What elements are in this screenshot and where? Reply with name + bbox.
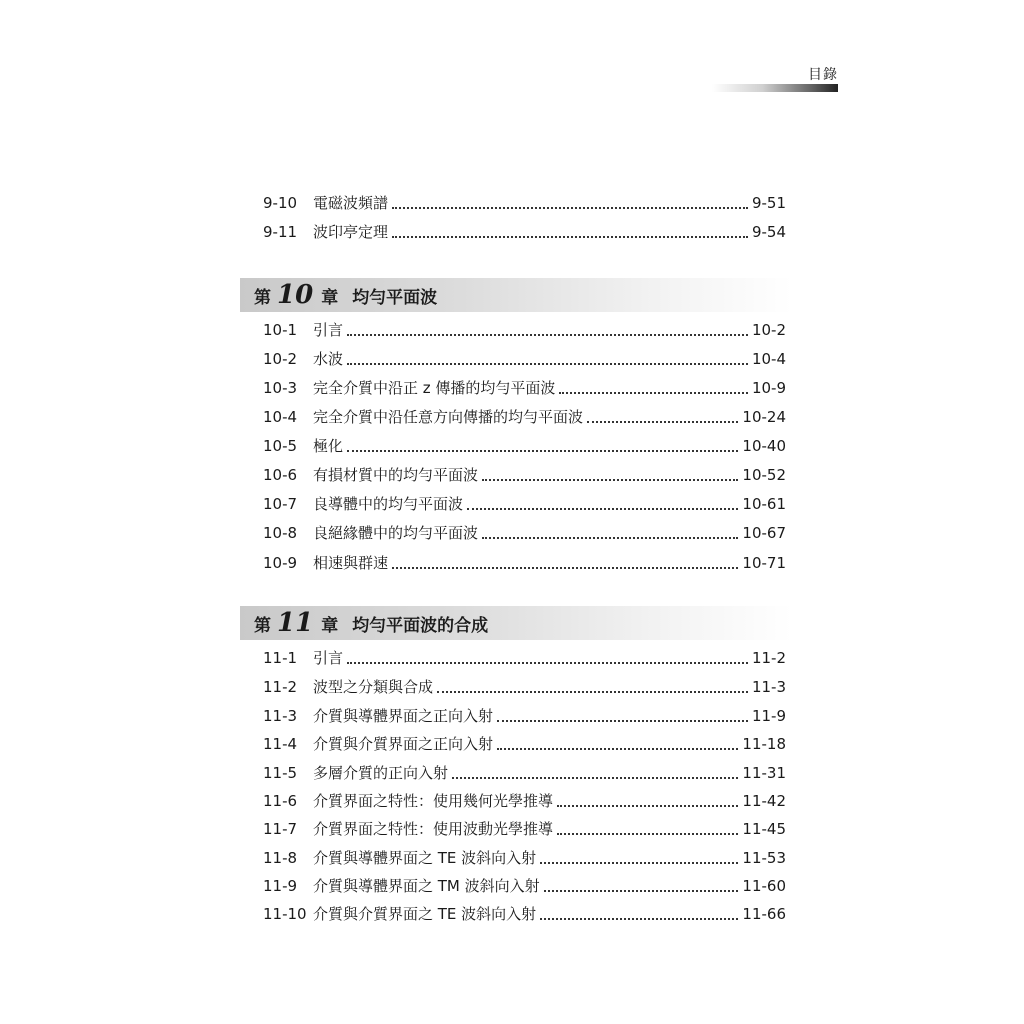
leader-dots (437, 691, 748, 693)
page-number: 10-24 (742, 408, 786, 426)
section-number: 11-3 (263, 707, 298, 725)
leader-dots (392, 236, 748, 238)
section-title: 有損材質中的均勻平面波 (313, 466, 479, 484)
section-title: 介質與導體界面之 TM 波斜向入射 (313, 877, 540, 895)
page-number: 10-4 (751, 350, 786, 368)
leader-dots (587, 421, 738, 423)
leader-dots (557, 833, 738, 835)
chapter-prefix: 第 (254, 615, 271, 636)
toc-entry[interactable] (263, 348, 786, 370)
chapter-number: 11 (277, 608, 314, 638)
section-title: 波印亭定理 (313, 223, 389, 241)
toc-entry[interactable] (263, 676, 786, 698)
section-number: 10-3 (263, 379, 298, 397)
section-number: 11-2 (263, 678, 298, 696)
section-title: 良導體中的均勻平面波 (313, 495, 464, 513)
toc-entry[interactable] (263, 192, 786, 214)
page-number: 10-67 (742, 524, 786, 542)
chapter-number: 10 (277, 280, 314, 310)
section-number: 11-9 (263, 877, 298, 895)
leader-dots (347, 450, 738, 452)
section-title: 相速與群速 (313, 554, 389, 572)
page-number: 11-18 (742, 735, 786, 753)
toc-entry[interactable] (263, 406, 786, 428)
page-number: 11-42 (742, 792, 786, 810)
leader-dots (392, 567, 738, 569)
page-number: 10-2 (751, 321, 786, 339)
toc-entry[interactable] (263, 522, 786, 544)
section-title: 介質界面之特性：使用波動光學推導 (313, 820, 554, 838)
leader-dots (544, 890, 739, 892)
section-number: 11-6 (263, 792, 298, 810)
toc-entry[interactable] (263, 319, 786, 341)
toc-entry[interactable] (263, 464, 786, 486)
page-number: 10-71 (742, 554, 786, 572)
section-title: 完全介質中沿任意方向傳播的均勻平面波 (313, 408, 584, 426)
toc-entry[interactable] (263, 647, 786, 669)
section-number: 11-10 (263, 905, 307, 923)
chapter-heading-11[interactable] (240, 606, 792, 640)
section-number: 10-7 (263, 495, 298, 513)
leader-dots (347, 334, 748, 336)
toc-entry[interactable] (263, 733, 786, 755)
section-title: 引言 (313, 321, 344, 339)
leader-dots (497, 720, 748, 722)
section-number: 11-7 (263, 820, 298, 838)
toc-entry[interactable] (263, 435, 786, 457)
page-number: 10-9 (751, 379, 786, 397)
section-title: 引言 (313, 649, 344, 667)
section-number: 10-4 (263, 408, 298, 426)
page-number: 11-53 (742, 849, 786, 867)
section-number: 10-9 (263, 554, 298, 572)
leader-dots (559, 392, 748, 394)
toc-entry[interactable] (263, 493, 786, 515)
section-title: 介質與介質界面之正向入射 (313, 735, 494, 753)
toc-entry[interactable] (263, 221, 786, 243)
leader-dots (497, 748, 738, 750)
leader-dots (452, 777, 738, 779)
page-number: 11-45 (742, 820, 786, 838)
section-number: 10-6 (263, 466, 298, 484)
leader-dots (482, 479, 738, 481)
section-title: 電磁波頻譜 (313, 194, 389, 212)
leader-dots (347, 363, 748, 365)
toc-entry[interactable] (263, 705, 786, 727)
page-number: 11-31 (742, 764, 786, 782)
leader-dots (347, 662, 748, 664)
running-head-bar (712, 84, 838, 92)
toc-entry[interactable] (263, 903, 786, 925)
section-number: 11-5 (263, 764, 298, 782)
section-number: 9-10 (263, 194, 298, 212)
leader-dots (392, 207, 748, 209)
section-title: 介質界面之特性：使用幾何光學推導 (313, 792, 554, 810)
section-title: 介質與介質界面之 TE 波斜向入射 (313, 905, 537, 923)
section-number: 11-8 (263, 849, 298, 867)
toc-entry[interactable] (263, 818, 786, 840)
leader-dots (557, 805, 738, 807)
page-number: 11-2 (751, 649, 786, 667)
page-number: 9-51 (751, 194, 786, 212)
toc-entry[interactable] (263, 875, 786, 897)
chapter-heading-10[interactable] (240, 278, 792, 312)
section-title: 良絕緣體中的均勻平面波 (313, 524, 479, 542)
toc-entry[interactable] (263, 377, 786, 399)
section-title: 水波 (313, 350, 344, 368)
chapter-suffix: 章 (321, 287, 339, 308)
toc-entry[interactable] (263, 847, 786, 869)
chapter-title: 均勻平面波 (352, 287, 438, 308)
section-number: 10-5 (263, 437, 298, 455)
section-title: 介質與導體界面之正向入射 (313, 707, 494, 725)
page-number: 10-61 (742, 495, 786, 513)
toc-entry[interactable] (263, 790, 786, 812)
page-number: 11-60 (742, 877, 786, 895)
toc-entry[interactable] (263, 762, 786, 784)
section-number: 10-8 (263, 524, 298, 542)
leader-dots (540, 918, 738, 920)
section-title: 完全介質中沿正 z 傳播的均勻平面波 (313, 379, 556, 397)
page-number: 11-3 (751, 678, 786, 696)
toc-entry[interactable] (263, 552, 786, 574)
section-number: 11-4 (263, 735, 298, 753)
section-title: 介質與導體界面之 TE 波斜向入射 (313, 849, 537, 867)
chapter-prefix: 第 (254, 287, 271, 308)
section-title: 多層介質的正向入射 (313, 764, 449, 782)
page-number: 10-52 (742, 466, 786, 484)
section-title: 極化 (313, 437, 344, 455)
section-number: 9-11 (263, 223, 298, 241)
chapter-suffix: 章 (321, 615, 339, 636)
section-number: 10-1 (263, 321, 298, 339)
section-title: 波型之分類與合成 (313, 678, 434, 696)
page-number: 10-40 (742, 437, 786, 455)
running-head-title: 目錄 (808, 67, 838, 83)
section-number: 10-2 (263, 350, 298, 368)
page-number: 11-9 (751, 707, 786, 725)
page-number: 11-66 (742, 905, 786, 923)
leader-dots (540, 862, 738, 864)
leader-dots (467, 508, 738, 510)
chapter-title: 均勻平面波的合成 (352, 615, 489, 636)
section-number: 11-1 (263, 649, 298, 667)
leader-dots (482, 537, 738, 539)
page-number: 9-54 (751, 223, 786, 241)
